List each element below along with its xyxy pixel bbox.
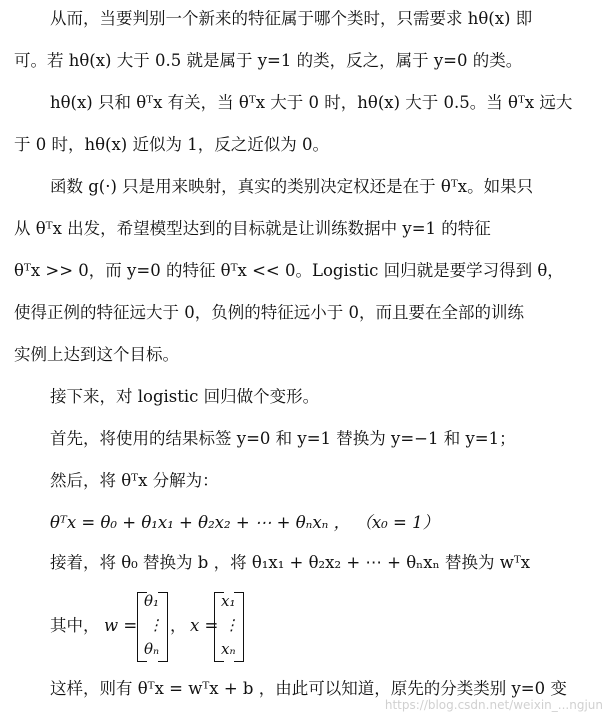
watermark-text: https://blog.csdn.net/weixin_...ngjun	[384, 698, 603, 712]
w-label: w =	[104, 616, 138, 635]
paragraph-line-16: 这样，则有 θᵀx = wᵀx + b ，由此可以知道，原先的分类类别 y=0 变	[50, 679, 567, 698]
paragraph-line-7: θᵀx >> 0，而 y=0 的特征 θᵀx << 0。Logistic 回归就是要学习得到 θ，	[14, 261, 564, 280]
x-entry-1: x₁	[221, 592, 236, 610]
paragraph-line-9: 实例上达到这个目标。	[14, 345, 179, 364]
matrix-prefix: 其中，	[50, 616, 100, 635]
x-right-bracket	[234, 592, 244, 662]
x-entry-2: ⋮	[224, 616, 239, 634]
w-entry-3: θₙ	[144, 640, 160, 658]
w-right-bracket	[158, 592, 168, 662]
w-entry-1: θ₁	[144, 592, 160, 610]
paragraph-line-1: 从而，当要判别一个新来的特征属于哪个类时，只需要求 hθ(x) 即	[50, 9, 533, 28]
w-entry-2: ⋮	[148, 616, 163, 634]
paragraph-line-3: hθ(x) 只和 θᵀx 有关，当 θᵀx 大于 0 时，hθ(x) 大于 0.5。当 θᵀx 远大	[50, 93, 573, 112]
paragraph-line-12: 然后，将 θᵀx 分解为：	[50, 471, 219, 490]
paragraph-line-10: 接下来，对 logistic 回归做个变形。	[50, 387, 320, 406]
paragraph-line-14: 接着，将 θ₀ 替换为 b ，将 θ₁x₁ + θ₂x₂ + ⋯ + θₙxₙ 替换为 wᵀx	[50, 553, 531, 572]
paragraph-line-2: 可。若 hθ(x) 大于 0.5 就是属于 y=1 的类，反之，属于 y=0 的类。	[14, 51, 523, 70]
x-entry-3: xₙ	[221, 640, 236, 658]
formula-theta-expansion: θᵀx = θ₀ + θ₁x₁ + θ₂x₂ + ⋯ + θₙxₙ ， （x₀ = 1）	[50, 513, 440, 532]
paragraph-line-5: 函数 g(·) 只是用来映射，真实的类别决定权还是在于 θᵀx。如果只	[50, 177, 534, 196]
matrix-separator: ，	[170, 616, 187, 635]
paragraph-line-11: 首先，将使用的结果标签 y=0 和 y=1 替换为 y=−1 和 y=1；	[50, 429, 516, 448]
paragraph-line-8: 使得正例的特征远大于 0，负例的特征远小于 0，而且要在全部的训练	[14, 303, 524, 322]
paragraph-line-6: 从 θᵀx 出发，希望模型达到的目标就是让训练数据中 y=1 的特征	[14, 219, 491, 238]
x-label: x =	[190, 616, 219, 635]
paragraph-line-4: 于 0 时，hθ(x) 近似为 1，反之近似为 0。	[14, 135, 329, 154]
